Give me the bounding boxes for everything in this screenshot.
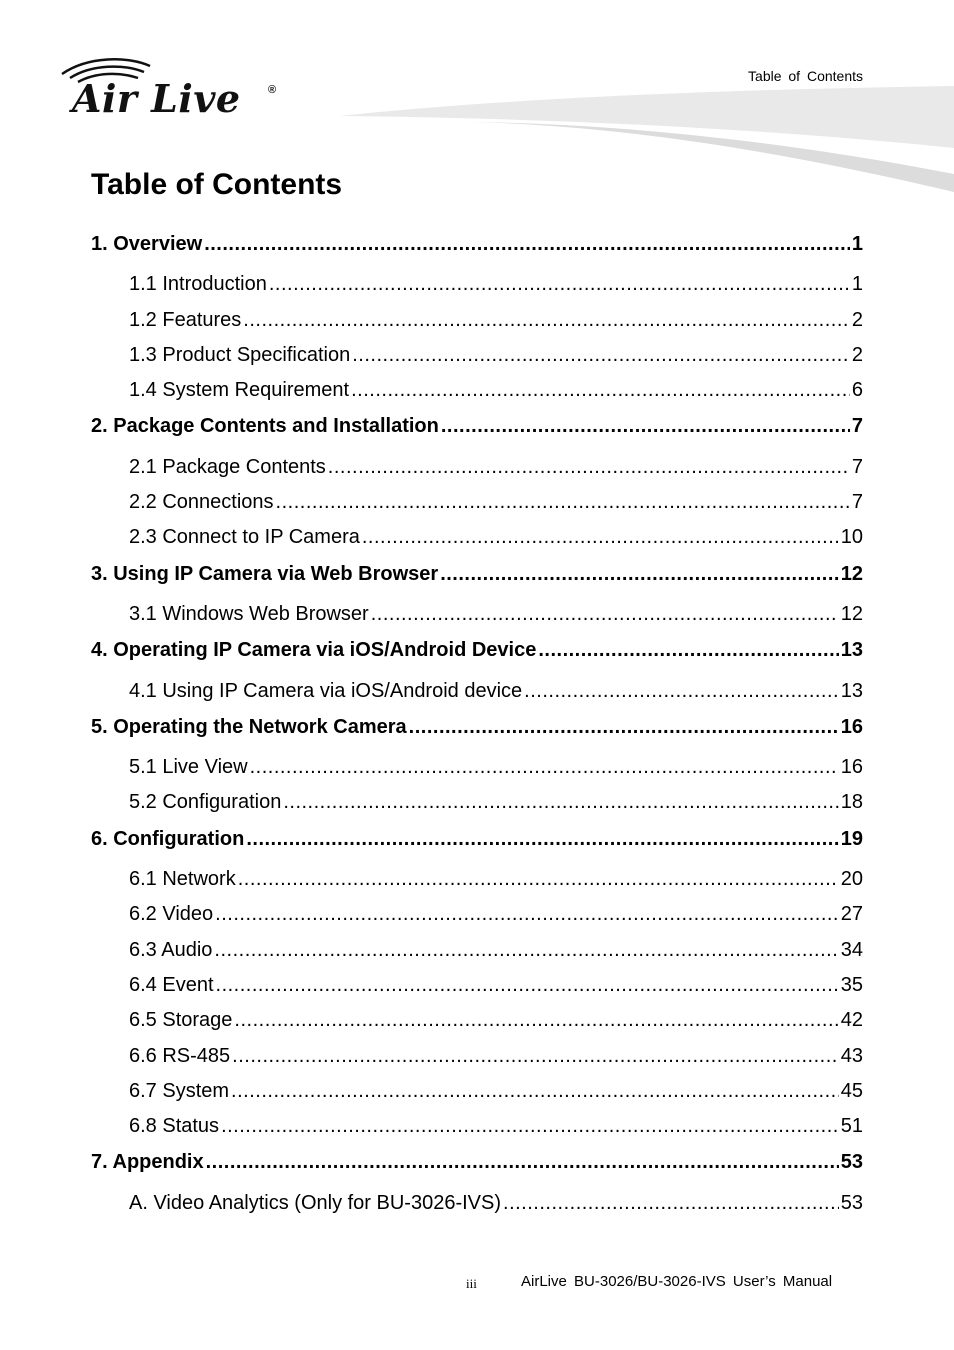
toc-entry-title: 7. Appendix [91,1151,204,1174]
toc-entry[interactable] [91,1145,863,1180]
toc-entry-page: 19 [840,827,863,850]
toc-entry-title: 6.2 Video [129,903,214,926]
toc-entry[interactable] [91,373,863,408]
toc-entry[interactable] [91,450,863,485]
toc-entry[interactable] [91,1003,863,1038]
toc-entry-page: 12 [840,602,863,625]
toc-entry-page: 1 [851,233,863,255]
toc-entry-title: 2.1 Package Contents [129,455,326,478]
toc-entry-title: 6.4 Event [129,973,214,996]
toc-entry[interactable] [91,227,863,262]
toc-entry-title: 5.1 Live View [129,756,248,779]
toc-entry-page: 20 [840,868,863,891]
toc-dot-leader [221,1109,839,1144]
page-title: Table of Contents [91,168,343,201]
toc-dot-leader [538,633,838,668]
toc-entry[interactable] [91,968,863,1003]
toc-dot-leader [231,1074,839,1109]
toc-entry-page: 7 [851,415,863,438]
toc-dot-leader [214,933,838,968]
toc-entry-title: 1.2 Features [129,308,242,331]
toc-entry-page: 7 [851,455,863,478]
toc-entry-title: 6.3 Audio [129,938,213,961]
toc-dot-leader [351,373,850,408]
toc-entry-page: 51 [840,1115,863,1138]
toc-dot-leader [206,1145,839,1180]
toc-entry[interactable] [91,674,863,709]
header-swoosh-graphic [340,78,954,208]
toc-entry-page: 1 [851,273,863,296]
toc-entry-page: 53 [840,1191,863,1214]
toc-entry[interactable] [91,485,863,520]
toc-entry-page: 27 [840,903,863,926]
toc-entry-page: 42 [840,1009,863,1032]
toc-entry-title: 2.2 Connections [129,491,274,514]
toc-entry-page: 35 [840,973,863,996]
toc-entry-title: 6.7 System [129,1079,230,1102]
toc-dot-leader [362,520,839,555]
toc-entry-title: 2. Package Contents and Installation [91,415,439,438]
toc-dot-leader [440,557,839,592]
toc-entry-page: 16 [840,756,863,779]
toc-dot-leader [269,267,850,302]
toc-dot-leader [328,450,850,485]
toc-entry-title: 6.8 Status [129,1115,220,1138]
toc-entry-title: 1. Overview [91,233,203,255]
toc-entry[interactable] [91,633,863,668]
toc-entry-title: 6.6 RS-485 [129,1044,231,1067]
registered-mark: ® [268,84,277,96]
toc-dot-leader [283,785,838,820]
toc-entry-title: A. Video Analytics (Only for BU-3026-IVS) [129,1191,502,1214]
toc-dot-leader [246,822,838,857]
toc-dot-leader [204,227,850,262]
toc-entry-page: 45 [840,1079,863,1102]
toc-entry[interactable] [91,520,863,555]
toc-entry-page: 10 [840,526,863,549]
toc-entry-title: 4. Operating IP Camera via iOS/Android Device [91,639,537,662]
toc-entry[interactable] [91,1186,863,1221]
table-of-contents [91,226,863,1221]
toc-entry-page: 34 [840,938,863,961]
toc-dot-leader [409,710,839,745]
toc-entry[interactable] [91,862,863,897]
toc-entry-page: 7 [851,491,863,514]
toc-dot-leader [234,1003,838,1038]
footer-manual-title: AirLive BU-3026/BU-3026-IVS User’s Manual [521,1273,833,1290]
toc-dot-leader [524,674,839,709]
toc-entry-title: 6.1 Network [129,868,236,891]
toc-entry-title: 6. Configuration [91,827,245,850]
toc-entry[interactable] [91,303,863,338]
toc-dot-leader [238,862,839,897]
toc-entry-page: 6 [851,379,863,402]
toc-entry-title: 1.4 System Requirement [129,379,350,402]
toc-entry-page: 53 [840,1151,863,1174]
toc-entry-page: 43 [840,1044,863,1067]
toc-entry-title: 1.1 Introduction [129,273,267,296]
toc-entry[interactable] [91,1039,863,1074]
toc-dot-leader [250,750,839,785]
toc-dot-leader [352,338,850,373]
toc-entry-page: 13 [840,679,863,702]
footer-page-number: iii [466,1276,477,1291]
toc-entry-title: 5.2 Configuration [129,791,282,814]
toc-entry[interactable] [91,785,863,820]
toc-dot-leader [216,968,839,1003]
toc-entry[interactable] [91,1074,863,1109]
toc-entry-page: 2 [851,343,863,366]
toc-dot-leader [243,303,850,338]
toc-entry[interactable] [91,897,863,932]
toc-entry-page: 13 [840,639,863,662]
airlive-logo [58,58,288,124]
toc-dot-leader [215,897,839,932]
toc-entry[interactable] [91,338,863,373]
toc-dot-leader [441,409,850,444]
toc-entry-title: 6.5 Storage [129,1009,233,1032]
logo-wordmark: Air Live [72,76,241,121]
toc-entry-title: 3.1 Windows Web Browser [129,602,369,625]
toc-dot-leader [276,485,850,520]
toc-entry[interactable] [91,822,863,857]
running-header: Table of Contents [748,68,863,84]
toc-entry-page: 2 [851,308,863,331]
toc-entry[interactable] [91,750,863,785]
toc-entry[interactable] [91,933,863,968]
toc-entry-page: 12 [840,562,863,585]
toc-entry-title: 3. Using IP Camera via Web Browser [91,562,439,585]
toc-entry-page: 18 [840,791,863,814]
toc-entry[interactable] [91,1109,863,1144]
toc-dot-leader [503,1186,839,1221]
toc-entry-title: 5. Operating the Network Camera [91,715,407,738]
toc-entry[interactable] [91,267,863,302]
toc-entry[interactable] [91,710,863,745]
toc-entry[interactable] [91,557,863,592]
toc-dot-leader [232,1039,839,1074]
toc-entry-title: 2.3 Connect to IP Camera [129,526,360,549]
toc-entry[interactable] [91,597,863,632]
toc-dot-leader [371,597,839,632]
toc-entry[interactable] [91,409,863,444]
toc-entry-page: 16 [840,715,863,738]
toc-entry-title: 1.3 Product Specification [129,343,351,366]
toc-entry-title: 4.1 Using IP Camera via iOS/Android device [129,679,523,702]
